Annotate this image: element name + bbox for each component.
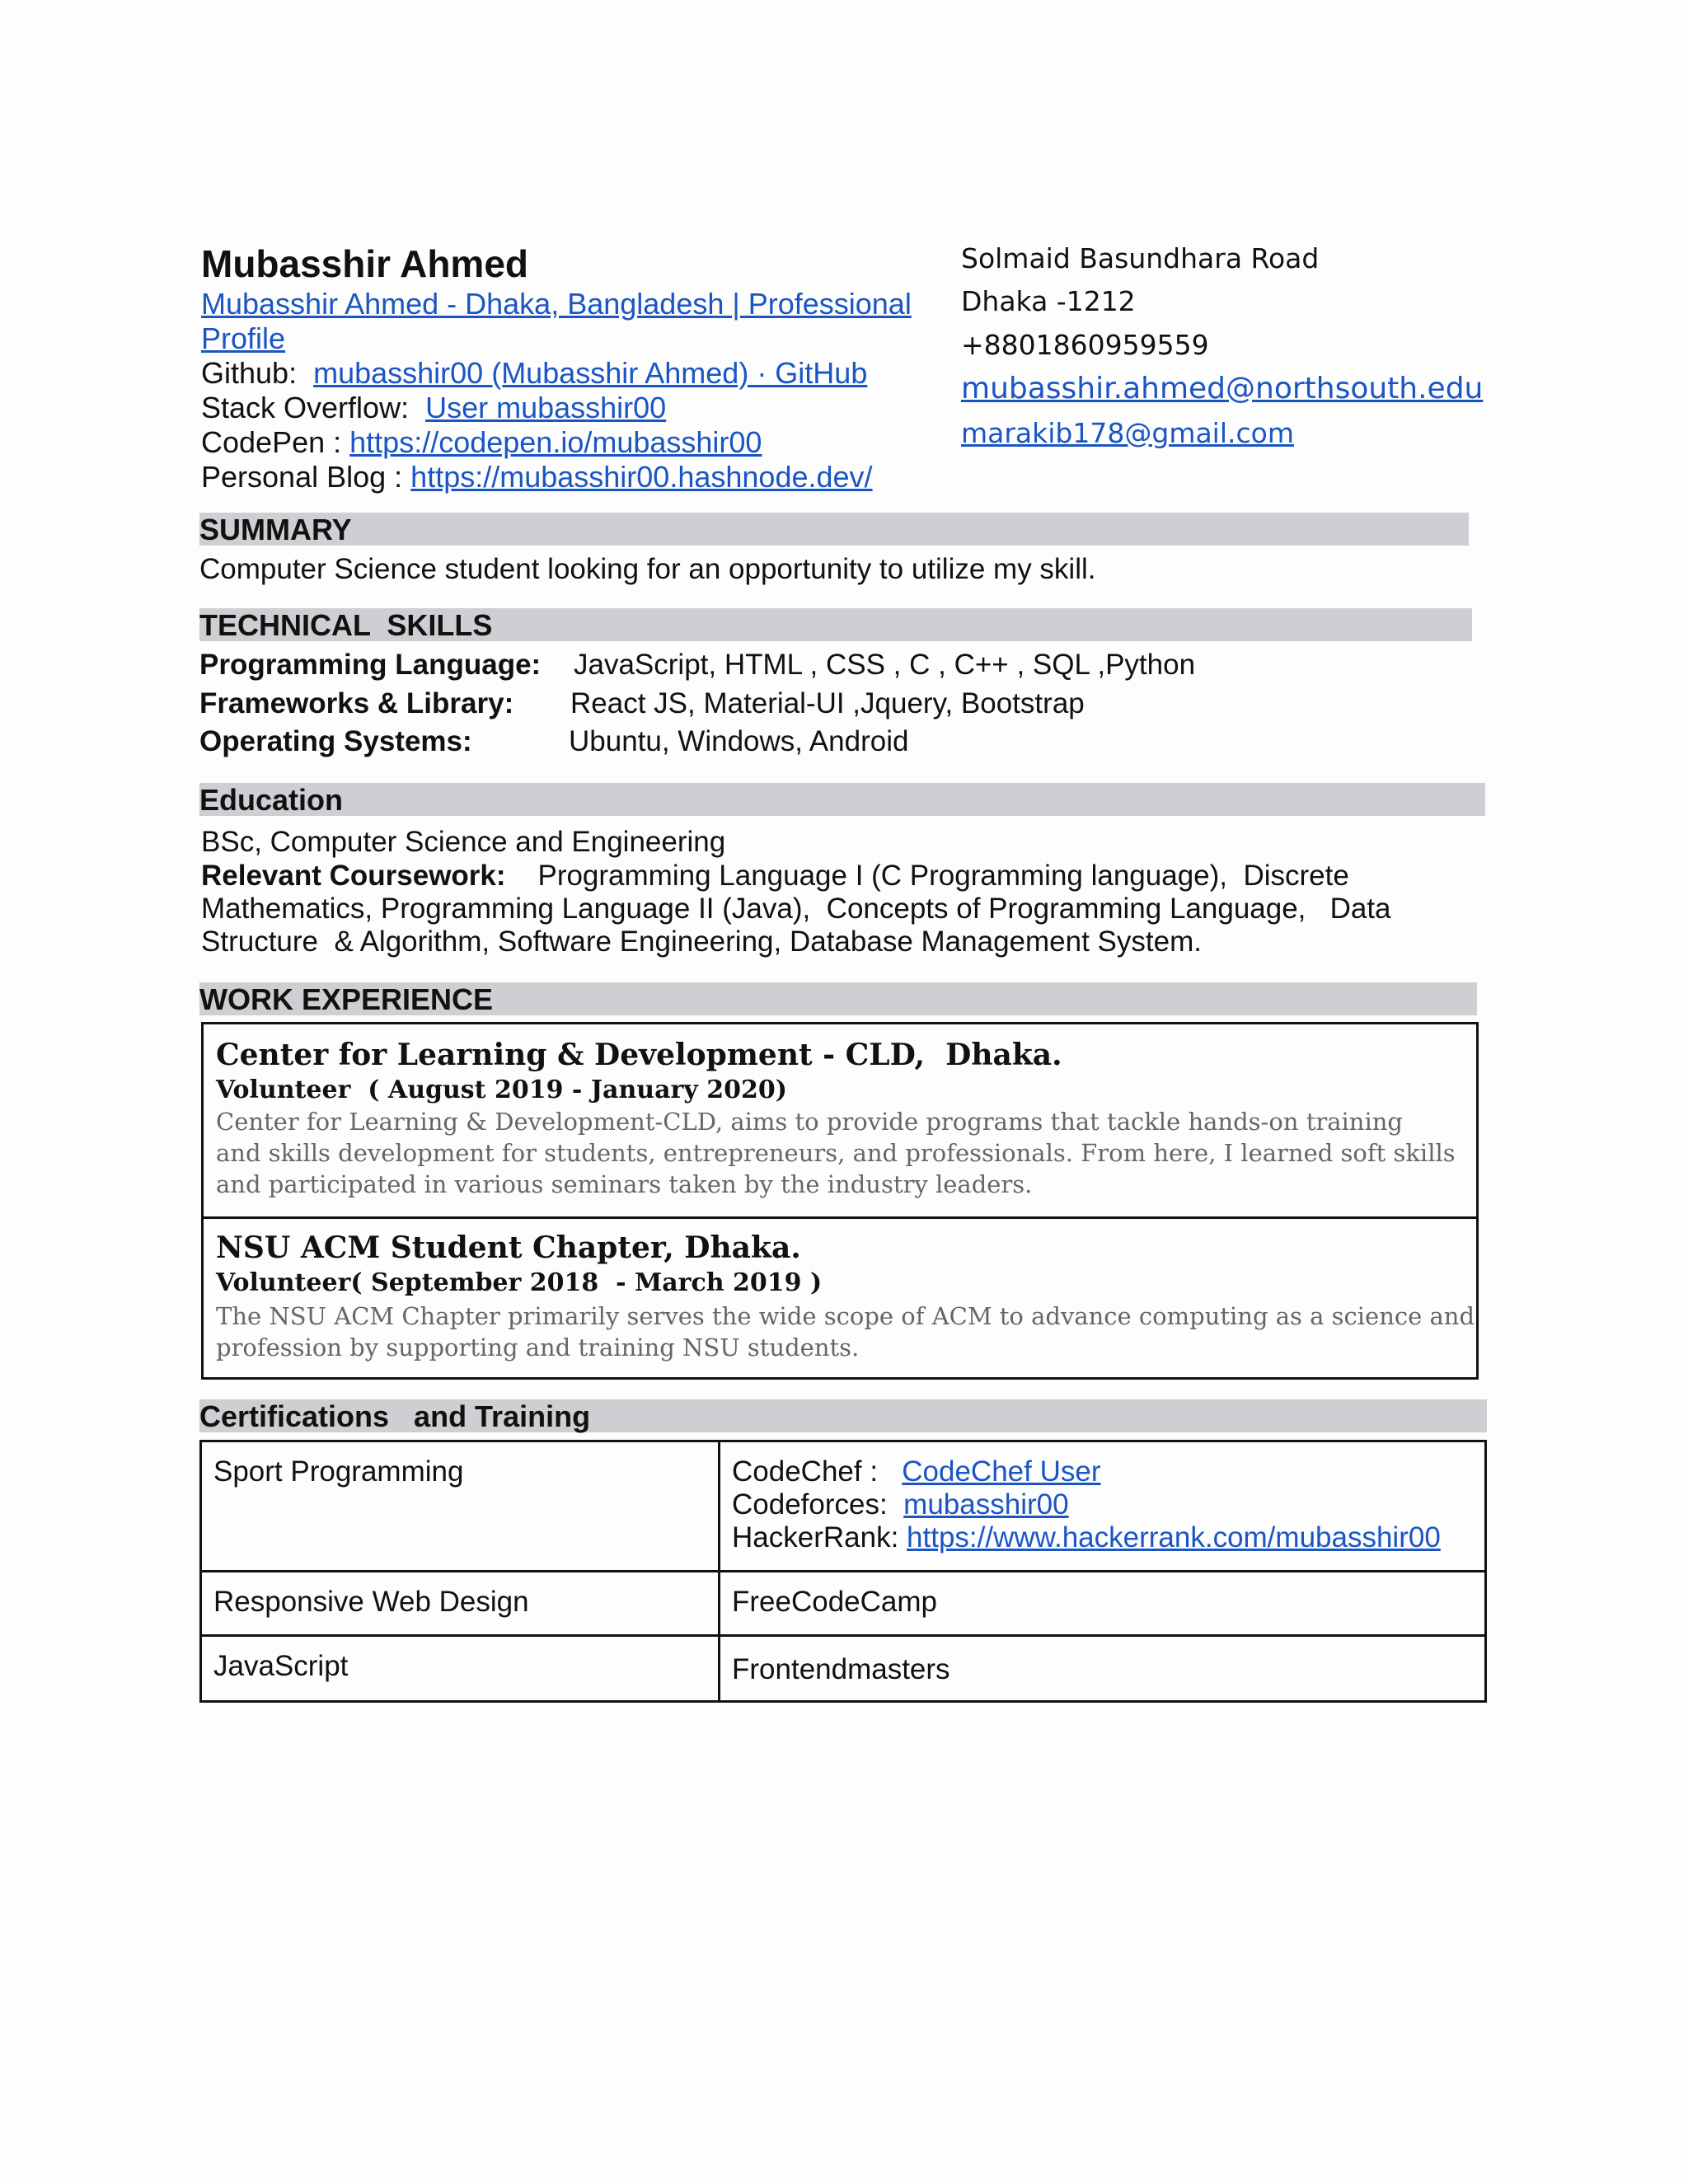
cert-row-sport [201,1441,1486,1572]
education-heading: Education [199,783,344,817]
stackoverflow-link[interactable]: User mubasshir00 [425,391,667,424]
email-primary-link[interactable]: mubasshir.ahmed@northsouth.edu [961,372,1484,405]
codeforces-row [732,1488,1484,1521]
hackerrank-link[interactable]: https://www.hackerrank.com/mubasshir00 [907,1521,1441,1554]
candidate-name: Mubasshir Ahmed [201,242,529,285]
job-title-cld: Center for Learning & Development - CLD, Dhaka. [216,1038,1062,1072]
skill-label-programming: Programming Language: [199,649,542,681]
cert-name-js-text: JavaScript [213,1650,349,1682]
cert-name-sport [201,1441,720,1572]
cert-row-js [201,1636,1486,1702]
address-line-1: Solmaid Basundhara Road [961,242,1320,274]
skill-label-frameworks: Frameworks & Library: [199,687,514,719]
cert-provider-rwd-text: FreeCodeCamp [732,1586,937,1618]
stackoverflow-label: Stack Overflow: [201,391,410,424]
job-desc-cld-3: and participated in various seminars taken by the industry leaders. [216,1170,1033,1198]
cert-name-sport-text: Sport Programming [213,1455,464,1488]
education-heading-bar [199,783,1485,816]
blog-label: Personal Blog : [201,460,403,494]
job-role-acm: Volunteer( September 2018 - March 2019 ) [216,1268,823,1297]
cert-provider-rwd [720,1572,1486,1636]
skill-label-os: Operating Systems: [199,725,472,757]
email-secondary[interactable] [961,417,1294,450]
cert-heading: Certifications and Training [199,1399,591,1433]
coursework-line-3: Structure & Algorithm, Software Engineering, Database Management System. [201,926,1202,958]
codechef-label: CodeChef : [732,1455,879,1488]
work-heading: WORK EXPERIENCE [199,982,494,1016]
work-divider [201,1216,1479,1219]
github-row [201,356,867,391]
cert-heading-bar [199,1399,1487,1432]
cert-name-rwd-text: Responsive Web Design [213,1586,529,1618]
coursework-text-1: Programming Language I (C Programming language), Discrete [537,860,1349,892]
job-desc-acm-1: The NSU ACM Chapter primarily serves the wide scope of ACM to advance computing as a science and [216,1302,1475,1330]
codepen-label: CodePen : [201,425,342,459]
certifications-table [199,1440,1487,1703]
skill-value-programming: JavaScript, HTML , CSS , C , C++ , SQL ,Python [574,649,1196,681]
email-primary[interactable] [961,373,1483,405]
github-label: Github: [201,356,298,390]
job-desc-cld-1: Center for Learning & Development-CLD, aims to provide programs that tackle hands-on training [216,1108,1403,1136]
summary-heading-bar [199,513,1469,546]
blog-row [201,460,873,494]
skill-value-os: Ubuntu, Windows, Android [569,725,909,757]
hackerrank-label: HackerRank: [732,1521,899,1554]
profile-link-line[interactable] [201,287,912,321]
hackerrank-row [732,1521,1484,1554]
codechef-row [732,1455,1484,1488]
codeforces-label: Codeforces: [732,1488,888,1521]
stackoverflow-row [201,391,666,425]
profile-link[interactable]: Mubasshir Ahmed - Dhaka, Bangladesh | Professional [201,287,912,321]
phone-number: +8801860959559 [961,329,1209,361]
skill-value-frameworks: React JS, Material-UI ,Jquery, Bootstrap [570,687,1085,719]
cert-row-rwd [201,1572,1486,1636]
education-degree: BSc, Computer Science and Engineering [201,826,726,858]
codechef-link[interactable]: CodeChef User [902,1455,1101,1488]
summary-text: Computer Science student looking for an opportunity to utilize my skill. [199,553,1096,585]
coursework-label: Relevant Coursework: [201,860,506,892]
profile-link-line-2[interactable] [201,321,285,356]
cert-provider-js [720,1636,1486,1702]
cert-provider-js-text: Frontendmasters [732,1653,950,1685]
codepen-row [201,425,762,460]
skills-heading: TECHNICAL SKILLS [199,608,493,642]
blog-link[interactable]: https://mubasshir00.hashnode.dev/ [410,460,873,494]
codeforces-link[interactable]: mubasshir00 [903,1488,1069,1521]
job-title-acm: NSU ACM Student Chapter, Dhaka. [216,1230,801,1265]
email-secondary-link[interactable]: marakib178@gmail.com [961,417,1294,449]
cert-provider-sport [720,1441,1486,1572]
job-desc-cld-2: and skills development for students, entrepreneurs, and professionals. From here, I learned soft skills [216,1139,1456,1167]
skills-heading-bar [199,608,1472,641]
address-line-2: Dhaka -1212 [961,285,1136,317]
github-link[interactable]: mubasshir00 (Mubasshir Ahmed) · GitHub [313,356,868,390]
coursework-line-2: Mathematics, Programming Language II (Java), Concepts of Programming Language, Data [201,893,1391,925]
coursework-line-1 [201,859,1349,893]
cert-name-rwd [201,1572,720,1636]
summary-heading: SUMMARY [199,513,352,546]
job-role-cld: Volunteer ( August 2019 - January 2020) [216,1076,787,1104]
profile-link-cont[interactable]: Profile [201,321,286,355]
work-heading-bar [199,982,1477,1015]
job-desc-acm-2: profession by supporting and training NSU students. [216,1333,860,1361]
cert-name-js [201,1636,720,1702]
codepen-link[interactable]: https://codepen.io/mubasshir00 [349,425,762,459]
